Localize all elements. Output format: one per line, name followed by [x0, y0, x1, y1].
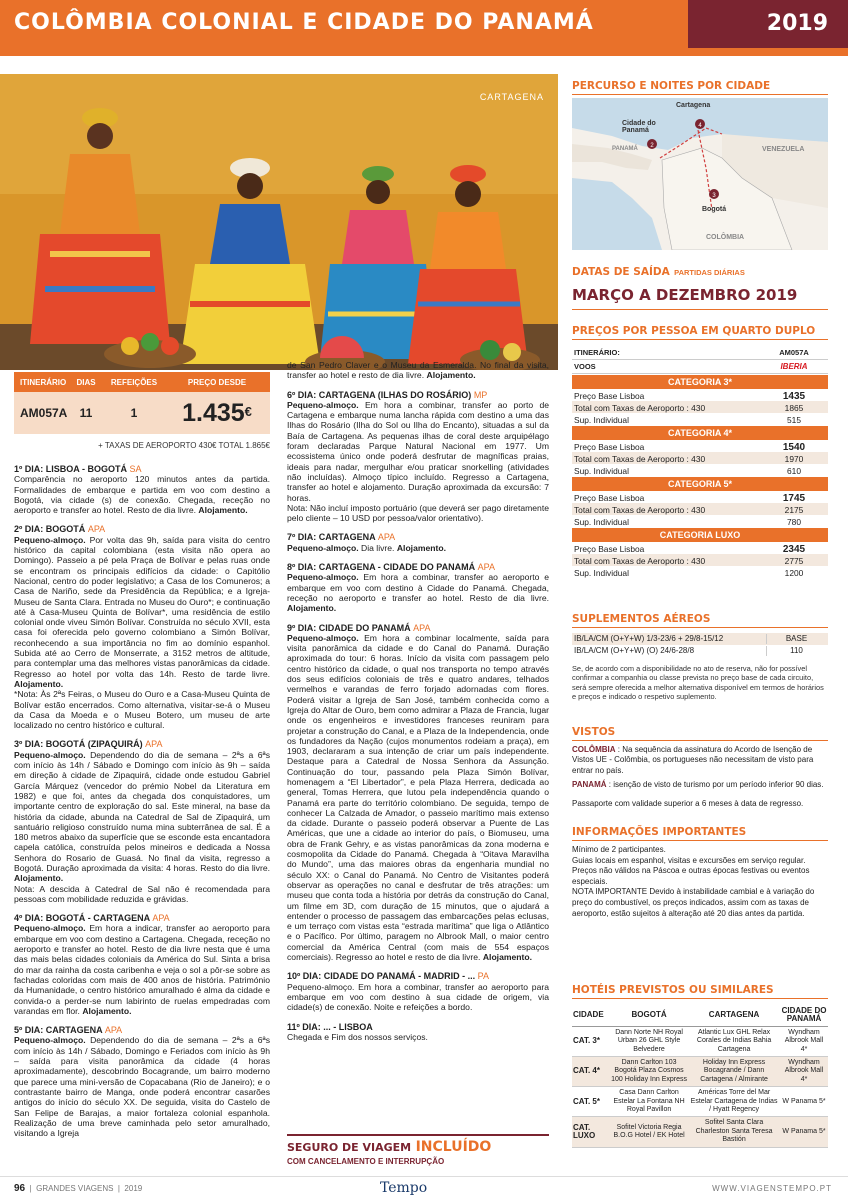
prices-title: PREÇOS POR PESSOA EM QUARTO DUPLO [572, 325, 828, 340]
passport-note: Passaporte com validade superior a 6 meses à data de regresso. [572, 799, 804, 809]
price-row-value: 780 [787, 516, 801, 527]
important-info-title: INFORMAÇÕES IMPORTANTES [572, 826, 828, 841]
itinerary-table-row [14, 392, 270, 434]
itinerary-day [287, 562, 549, 613]
header-cidade: CIDADE [572, 1005, 610, 1026]
price-row [572, 401, 828, 413]
itinerary-day [14, 1025, 270, 1138]
day-title [287, 562, 549, 572]
price-row [572, 440, 828, 452]
hotels-table-row [572, 1117, 828, 1147]
hotels-section [572, 984, 828, 1148]
footer-url[interactable]: WWW.VIAGENSTEMPO.PT [712, 1184, 832, 1193]
prices-table [572, 346, 828, 578]
prices-flights-row [572, 360, 828, 374]
meals-count: 1 [130, 406, 138, 420]
day-lead: Pequeno-almoço. [287, 399, 359, 410]
prices-section [572, 325, 828, 578]
day-lead: Pequeno-almoço. [14, 534, 86, 545]
insurance-banner [287, 1134, 549, 1166]
hotel-cell-panama: Wyndham Albrook Mall 4* [780, 1026, 828, 1056]
hotels-table-row [572, 1087, 828, 1117]
price-row [572, 503, 828, 515]
header-refeicoes: REFEIÇÕES [110, 377, 158, 387]
meal-tag: APA [377, 532, 396, 543]
departure-dates-title: DATAS DE SAÍDA [572, 266, 670, 278]
prices-flights-label: VOOS [574, 362, 596, 371]
day-text: Em hora a combinar, transfer ao porto de Cartagena e embarque numa lancha rápida com destino a uma das Ilhas do Rosário (Ilha do Sol ou Ilha do Encanto), situadas a sul da Baía de Cartagena. As pequenas ilhas de coral deste arquipélago foram declaradas Parque Natural Nacional em 1977. Um ecossistema único onde poderá desfrutar de magníficas praias, ideais para nadar, mergulhar e/ou praticar snorkelling (atividades não incluídas). Almoço típico incluído. Regresso a Cartagena, transfer ao hotel e alojamento. Duração aproximada da excursão: 7 horas. [287, 399, 550, 503]
day-title [14, 913, 270, 923]
footer-year: 2019 [124, 1184, 143, 1193]
hero-photo-illustration [0, 74, 558, 370]
route-section [572, 80, 828, 95]
important-info-section [572, 826, 828, 919]
price-row [572, 452, 828, 464]
day-body [14, 1035, 270, 1138]
header-itinerario: ITINERÁRIO [20, 377, 67, 387]
hero-photo [0, 74, 558, 370]
price-row [572, 389, 828, 401]
day-body [287, 1032, 549, 1042]
day-text: Dependendo do dia de semana – 2ªs a 6ªs com início às 14h / Sábado, Domingo e Feriados com início às 9h – saída para visita panorâmica da cidade (4 horas aproximadamente), descobrindo Bocagrande, um bairro moderno que parece uma mini-versão de Copacabana (Rio de Janeiro); e o contrastante bairro de Manga, onde poderá encontrar casarões antigos do início do século XX. De seguida, visita do Castelo de San Felipe de Barajas, a maior fortaleza colonial espanhola. Realização de uma breve caminhada pelo setor amuralhado, visitando a Igreja [14, 1035, 270, 1139]
price-row-value: 1745 [782, 492, 806, 504]
price-row-label: Preço Base Lisboa [574, 390, 645, 401]
bogota-nights: 3 [712, 193, 716, 199]
page-number: 96 [14, 1183, 26, 1194]
visa-panama [572, 780, 828, 790]
day-text: Comparência no aeroporto 120 minutos antes da partida. Formalidades de embarque e partida em voo com destino a Bogotá, via cidade (s) de conexão. Chegada, receção no aeroporto e transfer ao hotel. Resto de dia livre. [14, 474, 270, 516]
hotel-cell-cat: CAT. LUXO [572, 1117, 610, 1147]
visas-section [572, 726, 828, 809]
day-note: Nota: Não incluí imposto portuário (que deverá ser pago diretamente pelo cliente – 10 USD por pessoa/valor orientativo). [287, 502, 549, 524]
hotel-cell-cartagena: Atlantic Lux GHL Relax Corales de Indias Bahia Cartagena [688, 1026, 780, 1056]
price-row-value: 515 [787, 414, 801, 425]
air-supplements-title: SUPLEMENTOS AÉREOS [572, 613, 828, 628]
map-label-colombia: COLÔMBIA [706, 234, 745, 241]
day-title [14, 524, 270, 534]
hotel-cell-cartagena: Sofitel Santa Clara Charleston Santa Teresa Bastión [688, 1117, 780, 1147]
day-title-text: 10º DIA: CIDADE DO PANAMÁ - MADRID - ... [287, 971, 476, 982]
price-row-label: Total com Taxas de Aeroporto : 430 [574, 453, 706, 464]
day-title-text: 8º DIA: CARTAGENA - CIDADE DO PANAMÁ [287, 562, 476, 573]
photo-caption: CARTAGENA [479, 92, 544, 102]
meal-tag: SA [129, 464, 142, 474]
footer-publication: GRANDES VIAGENS [36, 1184, 114, 1193]
price-row [572, 554, 828, 566]
day-lead: Pequeno-almoço. [14, 1035, 86, 1046]
meal-tag: MP [473, 389, 488, 400]
day-lead: Pequeno-almoço. [287, 572, 359, 583]
day-title [14, 464, 270, 474]
hotels-table-row [572, 1026, 828, 1056]
itinerary-day [14, 464, 270, 515]
itinerary-day [287, 360, 549, 381]
map-label-panama-city: Cidade do Panamá [622, 120, 656, 134]
tax-note: + TAXAS DE AEROPORTO 430€ TOTAL 1.865€ [98, 441, 270, 450]
footer-left: 96 | GRANDES VIAGENS | 2019 [14, 1183, 143, 1194]
day-end: Alojamento. [482, 952, 533, 963]
price-row-label: Sup. Individual [574, 516, 629, 527]
itinerary-day [287, 623, 549, 963]
itinerary-day [287, 1022, 549, 1043]
itinerary-summary-table [14, 372, 270, 450]
price-currency: € [244, 403, 252, 419]
day-body [14, 535, 270, 689]
hotels-table-header [572, 1005, 828, 1026]
day-lead: Pequeno-almoço. [287, 542, 359, 553]
day-note: *Nota: Às 2ªs Feiras, o Museu do Ouro e a Casa-Museu Quinta de Bolívar estão encerrados. Como alternativa, visitar-se-á o Museu da Casa da Moeda e o Museu Botero, um museu de arte localizado no centro histórico e cultural. [14, 689, 270, 731]
day-body [287, 360, 549, 381]
day-title-text: 2º DIA: BOGOTÁ [14, 524, 86, 535]
hotel-cell-bogota: Casa Dann Carlton Estelar La Fontana NH Royal Pavillon [610, 1087, 688, 1117]
info-line: NOTA IMPORTANTE Devido à instabilidade cambial e à variação do preço do combustível, os preços indicados, assim com as taxas de aeroporto, estão sujeitos à alteração até 20 dias antes da partida. [572, 887, 815, 918]
itinerary-days-column-2 [287, 360, 549, 1051]
day-text: de San Pedro Claver e o Museu da Esmeralda. No final da visita, transfer ao hotel e resto de dia livre. [287, 360, 549, 381]
day-title-text: 6º DIA: CARTAGENA (ILHAS DO ROSÁRIO) [287, 389, 472, 400]
airline-logo: IBERIA [780, 362, 808, 371]
day-body [14, 474, 270, 515]
day-title-text: 11º DIA: ... - LISBOA [287, 1021, 373, 1032]
meal-tag: APA [87, 524, 106, 535]
day-end: Alojamento. [426, 370, 476, 381]
day-text: Por volta das 9h, saída para visita do centro histórico da capital colombiana (esta visita não opera ao Domingo). Passeio a pé pela Praça de Bolívar e pelas ruas onde se encontram os principais edifícios da cidade: o Capitólio Nacional, centro do poder legislativo; a Casa de los Comuneros; a Casa de Nariño, sede da Presidência da República; e a Igreja-Museu de Santa Clara. Entrada no Museu do Ouro*; e continuação até à Casa-Museu Quinta de Bolívar*, uma residência de estilo colonial onde viveu Simón Bolívar. Construída no século XVII, esta casa foi oferecida pelo governo colombiano a Simón Bolívar, reconhecendo a sua importância no fim ao domínio espanhol. Subida até ao Cerro de Monserrate, a 3152 metros de altitude, para contemplar uma das melhores vistas panorâmicas da cidade. Regresso ao hotel por volta das 14h. Resto de tarde livre. [14, 534, 270, 679]
day-body [14, 750, 270, 884]
day-lead: Pequeno-almoço. [14, 923, 86, 934]
day-title [14, 739, 270, 749]
info-line: Preços não válidos na Páscoa e outras épocas festivas ou eventos especiais. [572, 866, 810, 886]
prices-itinerary-row [572, 346, 828, 360]
day-title [287, 971, 549, 981]
price-row-value: 1435 [782, 390, 806, 402]
itinerary-day [287, 532, 549, 553]
day-title-text: 1º DIA: LISBOA - BOGOTÁ [14, 464, 127, 474]
day-text: Pequeno-almoço. Em hora a combinar, transfer ao aeroporto para embarque em voo com destino à sua cidade de origem, via cidade(s) de conexão. Noite e refeições a bordo. [287, 981, 549, 1013]
price-row-label: Sup. Individual [574, 414, 629, 425]
day-title [14, 1025, 270, 1035]
day-body [287, 633, 549, 963]
day-text: Chegada e Fim dos nossos serviços. [287, 1031, 428, 1042]
day-title [287, 623, 549, 633]
price-row-label: Sup. Individual [574, 567, 629, 578]
day-title-text: 3º DIA: BOGOTÁ (ZIPAQUIRÁ) [14, 739, 143, 750]
day-text: Dependendo do dia de semana – 2ªs a 6ªs com início às 14h / Sábado e Domingo com início às 9h – saída em direção à cidade de Zipaquirá, cidade onde estudou Gabriel García Márquez (vencedor do prémio Nobel da Literatura em 1982) e que foi, antes da chegada dos conquistadores, um importante centro de exploração do sal. Este mineral, na base da história da cidade, abunda na Catedral de Sal de Zipaquirá, um santuário religioso construído numa mina subterrânea de sal. É a 180 metros abaixo da superfície que se esconde esta encantadora capela católica, construída pelos mineiros e dedicada a Nossa Senhora do Rosario de Guasá. No final da visita, regresso a Bogotá. Duração aproximada da visita: 4 horas. Resto do dia livre. [14, 749, 270, 873]
visa-panama-key: PANAMÁ [572, 779, 607, 789]
hotel-cell-cat: CAT. 3* [572, 1026, 610, 1056]
price-row [572, 464, 828, 476]
price-row-value: 1200 [784, 567, 804, 578]
day-end: Alojamento. [198, 505, 248, 516]
price-row-label: Preço Base Lisboa [574, 492, 645, 503]
price-row [572, 491, 828, 503]
header-bogota: BOGOTÁ [610, 1005, 688, 1026]
day-end: Alojamento. [82, 1005, 132, 1016]
page-footer [0, 1176, 848, 1200]
supplement-label: IB/LA/CM (O+Y+W) 1/3-23/6 + 29/8-15/12 [574, 634, 724, 643]
departure-dates-range: MARÇO A DEZEMBRO 2019 [572, 286, 828, 310]
meal-tag: APA [104, 1025, 123, 1036]
day-body [287, 543, 549, 553]
meal-tag: APA [145, 739, 163, 750]
supplement-row [572, 633, 828, 645]
hotel-cell-cat: CAT. 5* [572, 1087, 610, 1117]
visas-title: VISTOS [572, 726, 828, 741]
supplement-value: 110 [766, 646, 826, 656]
price-row [572, 515, 828, 527]
supplement-value: BASE [766, 634, 826, 644]
itinerary-code: AM057A [20, 406, 68, 420]
route-map [572, 98, 828, 250]
page-header [0, 0, 848, 56]
map-label-bogota: Bogotá [702, 206, 727, 213]
departure-dates-section [572, 262, 828, 310]
itinerary-table-header [14, 372, 270, 392]
departure-dates-subtitle: PARTIDAS DIÁRIAS [674, 268, 745, 277]
day-end: Alojamento. [396, 542, 447, 553]
prices-itinerary-code: AM057A [779, 348, 809, 357]
price-row-value: 2775 [784, 555, 804, 566]
itinerary-day [14, 913, 270, 1016]
day-title [287, 390, 549, 400]
hotels-title: HOTÉIS PREVISTOS OU SIMILARES [572, 984, 828, 999]
price-row-label: Total com Taxas de Aeroporto : 430 [574, 402, 706, 413]
day-end: Alojamento. [14, 678, 64, 689]
day-body [287, 572, 549, 613]
price-row-label: Total com Taxas de Aeroporto : 430 [574, 504, 706, 515]
day-title-text: 7º DIA: CARTAGENA [287, 532, 376, 543]
day-title-text: 5º DIA: CARTAGENA [14, 1025, 103, 1036]
days-count: 11 [79, 406, 93, 420]
day-title [287, 1022, 549, 1032]
price-from [164, 399, 270, 428]
hotels-table [572, 1005, 828, 1148]
price-category-header: CATEGORIA 5* [572, 477, 828, 491]
map-label-panama-country: PANAMÁ [612, 146, 638, 152]
price-row-label: Preço Base Lisboa [574, 543, 645, 554]
hotel-cell-cartagena: Holiday Inn Express Bocagrande / Dann Cartagena / Almirante [688, 1057, 780, 1087]
price-value: 1.435 [182, 398, 245, 427]
hotel-cell-panama: W Panama 5* [780, 1117, 828, 1147]
hotel-cell-bogota: Dann Norte NH Royal Urban 26 GHL Style Belvedere [610, 1026, 688, 1056]
hotel-cell-bogota: Sofitel Victoria Regia B.O.G Hotel / EK Hotel [610, 1117, 688, 1147]
itinerary-day [287, 971, 549, 1012]
visa-colombia-key: COLÔMBIA [572, 745, 616, 754]
price-category-header: CATEGORIA 3* [572, 375, 828, 389]
hotel-cell-panama: Wyndham Albrook Mall 4* [780, 1057, 828, 1087]
page-title: COLÔMBIA COLONIAL E CIDADE DO PANAMÁ [14, 10, 594, 35]
price-row-value: 2175 [784, 504, 804, 515]
day-end: Alojamento. [14, 873, 64, 884]
map-label-venezuela: VENEZUELA [762, 146, 805, 153]
price-row [572, 566, 828, 578]
visa-colombia-text: : Na sequência da assinatura do Acordo de Isenção de Vistos UE - Colômbia, os portugueses não necessitam de visto para entrar no país. [572, 745, 814, 775]
itinerary-day [14, 739, 270, 904]
year-badge: 2019 [688, 0, 848, 48]
day-text: Em hora a combinar, transfer ao aeroporto e embarque em voo com destino à Cidade do Panamá. Chegada, receção no aeroporto e transfer ao hotel. Resto de dia livre. [287, 572, 549, 603]
meal-tag: APA [413, 622, 431, 633]
price-row-value: 1970 [784, 453, 804, 464]
day-end: Alojamento. [287, 603, 337, 614]
itinerary-day [287, 390, 549, 524]
air-supplements-table [572, 633, 828, 657]
info-line: Mínimo de 2 participantes. [572, 845, 666, 854]
map-label-cartagena: Cartagena [676, 102, 711, 109]
day-body [14, 923, 270, 1016]
itinerary-day [14, 524, 270, 730]
header-panama: CIDADE DO PANAMÁ [780, 1005, 828, 1026]
hotel-cell-bogota: Dann Carlton 103 Bogotá Plaza Cosmos 100 Holiday Inn Express [610, 1057, 688, 1087]
info-line: Guias locais em espanhol, visitas e excursões em serviço regular. [572, 855, 806, 865]
day-title [287, 532, 549, 542]
price-row-value: 2345 [782, 543, 806, 555]
hotel-cell-cartagena: Américas Torre del Mar Estelar Cartagena de Indias / Hyatt Regency [688, 1087, 780, 1117]
supplement-row [572, 645, 828, 657]
header-preco: PREÇO DESDE [187, 377, 247, 387]
hotels-table-row [572, 1057, 828, 1087]
price-row-label: Total com Taxas de Aeroporto : 430 [574, 555, 706, 566]
insurance-included: INCLUÍDO [415, 1139, 492, 1155]
price-row-label: Sup. Individual [574, 465, 629, 476]
day-body [287, 400, 549, 503]
prices-itinerary-label: ITINERÁRIO: [574, 348, 620, 357]
tempo-logo: Tempo [380, 1180, 428, 1196]
day-lead: Pequeno-almoço. [14, 749, 86, 760]
hotel-cell-panama: W Panama 5* [780, 1087, 828, 1117]
header-dias: DIAS [76, 377, 96, 387]
price-row [572, 542, 828, 554]
day-text: Dia livre. [361, 542, 395, 553]
meal-tag: PA [477, 971, 489, 982]
meal-tag: APA [152, 913, 170, 924]
price-row-value: 1540 [782, 441, 806, 453]
day-title-text: 9º DIA: CIDADE DO PANAMÁ [287, 622, 411, 633]
price-category-header: CATEGORIA 4* [572, 426, 828, 440]
price-row-value: 1865 [784, 402, 804, 413]
price-row [572, 413, 828, 425]
day-lead: Pequeno-almoço. [287, 632, 359, 643]
day-text: Em hora a combinar localmente, saída para visita panorâmica da cidade e do Canal do Panamá. Duração aproximada do tour: 6 horas. Início da visita com passagem pelo centro histórico da cidade, o qual nos transporta no tempo através dos seus edifícios coloniais de três e quatro andares, telhados vermelhos e varandas de ferro forjado adornadas com flores. Poderá visitar a Igreja de San José, também conhecida como a Igreja do Altar de Ouro, bem como admirar a Plaza de Francia, lugar onde os engenheiros e investidores franceses reuniram para projetar a construção do Canal, e a Plaza de la Independencia, onde os fundadores da Nação (cujos monumentos rodeiam a praça), em 1903, declararam a sua intenção de criar um país independente. Destaque para a Catedral de Nossa Senhora da Assunção. Continuação do tour, passando pela Plaza Simón Bolívar, homenagem a “El Libertador”, e pela Plaza Herrera, dedicada ao general, Tomas Herrera, que lutou pela independência quando o Panamá era parte do território colombiano. De seguida, tempo de conhecer La Calzada de Amador, o passeio marítimo mais extenso da cidade. Durante o passeio poderá observar a Puente de Las Américas, que une a cidade ao interior do país, o Biomuseu, uma obra de Frank Gehry, e as vistas panorâmicas da zona moderna e cosmopolita da Cidade do Panamá. Chegada à “Oitava Maravilha do Mundo”, uma das maiores obras da engenharia mundial no século XX: o Canal do Panamá. No Centro de Visitantes poderá observar as operações no canal e desfrutar de três atrações: um museu que conta toda a história por detrás da construção do Canal, um filme em 3D, com duração de 15 minutos, que o ajudará a entender o processo de passagem das embarcações pelas eclusas, e um terraço com vistas esta “estrada marítima” que liga o Atlântico e o Pacífico. Por último, paragem no Albrook Mall, o maior centro comercial da América Central (com mais de 554 espaços comerciais). Regresso ao hotel e resto de dia livre. [287, 632, 549, 963]
panama-nights: 2 [650, 143, 654, 149]
price-row-value: 610 [787, 465, 801, 476]
day-title-text: 4º DIA: BOGOTÁ - CARTAGENA [14, 913, 150, 924]
supplement-label: IB/LA/CM (O+Y+W) (O) 24/6-28/8 [574, 646, 695, 655]
day-note: Nota: A descida à Catedral de Sal não é recomendada para pessoas com mobilidade reduzida e grávidas. [14, 883, 270, 904]
price-row-label: Preço Base Lisboa [574, 441, 645, 452]
insurance-subtitle: COM CANCELAMENTO E INTERRUPÇÃO [287, 1157, 445, 1166]
meal-tag: APA [477, 562, 495, 573]
hotel-cell-cat: CAT. 4* [572, 1057, 610, 1087]
air-supplements-section [572, 613, 828, 702]
visa-colombia [572, 745, 828, 776]
route-title: PERCURSO E NOITES POR CIDADE [572, 80, 828, 95]
itinerary-days-column-1 [14, 464, 270, 1147]
insurance-label: SEGURO DE VIAGEM [287, 1141, 412, 1154]
cartagena-nights: 4 [698, 123, 702, 129]
day-text: Em hora a indicar, transfer ao aeroporto para embarque em voo com destino a Cartagena. Chegada, receção no aeroporto e transfer ao hotel. Resto de dia livre nesta que é uma das mais belas cidades coloniais da América do Sul. Sinta a brisa do mar da rainha da costa caribenha e veja o sol a pôr-se sobre as fachadas coloridas com mais de 400 anos de história. Património da Humanidade, o centro histórico amuralhado é alma da cidade e convida-o a perder-se num labirinto de ruelas empedradas com varandas em flor. [14, 923, 270, 1016]
visa-panama-text: : isenção de visto de turismo por um período inferior 90 dias. [608, 779, 824, 789]
map-illustration [572, 98, 828, 250]
header-cartagena: CARTAGENA [688, 1005, 780, 1026]
price-category-header: CATEGORIA LUXO [572, 528, 828, 542]
day-body [287, 982, 549, 1013]
price-categories [572, 375, 828, 578]
supplement-note: Se, de acordo com a disponibilidade no ato de reserva, não for possível confirmar a companhia ou classe prevista no preço base de cada circuito, será sempre oferecida a melhor alternativa disponível em termos de horários e preços e indicado o respetivo suplemento. [572, 664, 824, 702]
